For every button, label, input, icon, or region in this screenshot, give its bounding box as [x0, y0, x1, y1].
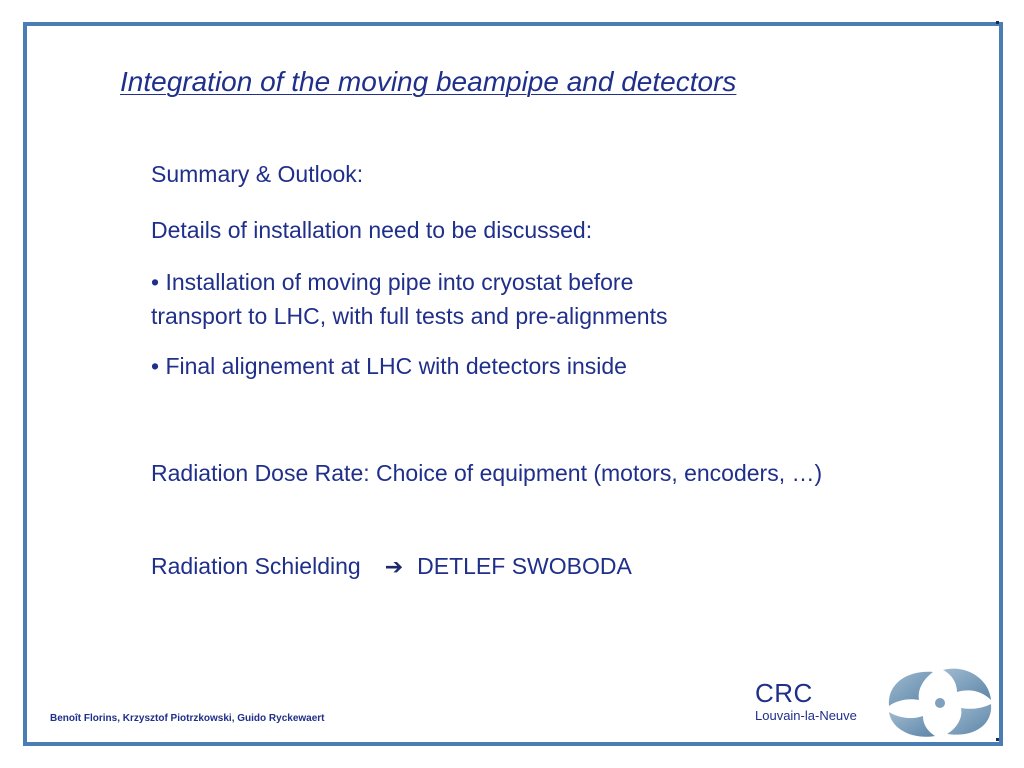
bullet-final-alignement: • Final alignement at LHC with detectors inside	[151, 353, 627, 379]
bullet-installation-line-1: • Installation of moving pipe into cryostat before	[151, 269, 634, 295]
details-heading: Details of installation need to be discussed:	[151, 217, 593, 243]
crc-subtitle: Louvain-la-Neuve	[755, 708, 857, 723]
slide-title: Integration of the moving beampipe and detectors	[120, 66, 737, 97]
arrow-right-icon: ➔	[384, 554, 404, 579]
radiation-shielding-label: Radiation Schielding	[151, 553, 361, 579]
radiation-shielding-target: DETLEF SWOBODA	[417, 553, 632, 579]
slide-frame	[23, 22, 1003, 746]
frame-corner-dot	[996, 738, 999, 741]
bullet-installation-line-2: transport to LHC, with full tests and pre-alignments	[151, 303, 668, 329]
frame-corner-dot	[996, 21, 999, 24]
crc-title: CRC	[755, 678, 813, 708]
crc-logo-icon	[885, 662, 995, 740]
footer-authors: Benoît Florins, Krzysztof Piotrzkowski, Guido Ryckewaert	[50, 713, 325, 724]
crc-label-block	[755, 678, 857, 724]
summary-heading: Summary & Outlook:	[151, 161, 364, 187]
radiation-shielding-line	[151, 550, 632, 583]
radiation-dose-rate-text: Radiation Dose Rate: Choice of equipment (motors, encoders, …)	[151, 460, 823, 486]
